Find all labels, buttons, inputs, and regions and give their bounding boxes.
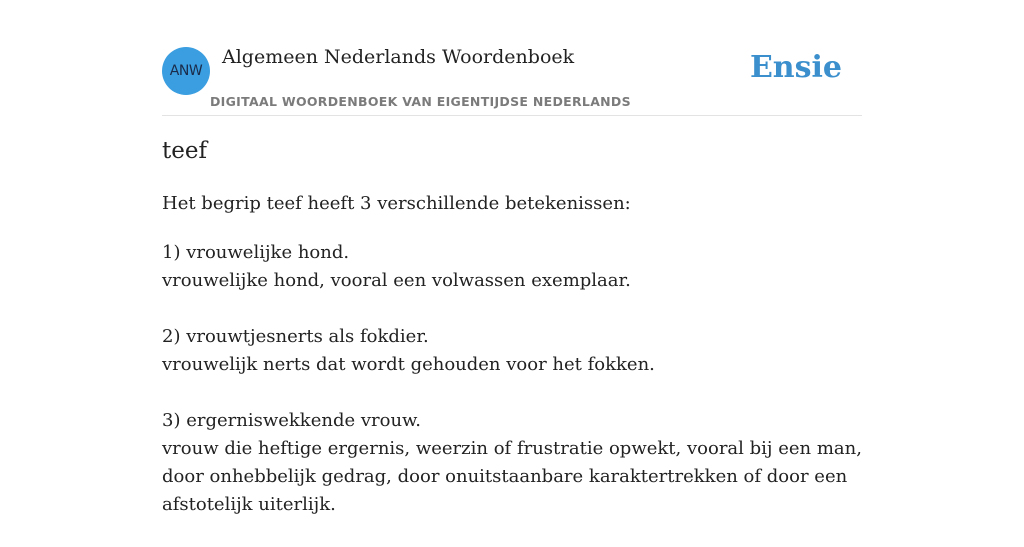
header-divider <box>162 115 862 116</box>
meanings-list <box>162 239 862 547</box>
meaning-definition: vrouwelijk nerts dat wordt gehouden voor het fokken. <box>162 354 655 375</box>
meaning-definition: vrouw die heftige ergernis, weerzin of frustratie opwekt, vooral bij een man, door onhebbelijk gedrag, door onuitstaanbare karaktertrekken of door een afstotelijk uiterlijk. <box>162 438 862 515</box>
meaning-title: 1) vrouwelijke hond. <box>162 242 350 263</box>
anw-logo[interactable] <box>162 47 210 95</box>
meaning-item <box>162 407 862 519</box>
logo-text: ANW <box>169 63 203 79</box>
meaning-item <box>162 239 862 295</box>
meaning-item <box>162 323 862 379</box>
meaning-title: 2) vrouwtjesnerts als fokdier. <box>162 326 429 347</box>
ensie-brand-link[interactable]: Ensie <box>749 50 842 85</box>
meaning-definition: vrouwelijke hond, vooral een volwassen exemplaar. <box>162 270 631 291</box>
site-title[interactable]: Algemeen Nederlands Woordenboek <box>222 46 575 68</box>
page <box>162 0 862 515</box>
site-subtitle: DIGITAAL WOORDENBOEK VAN EIGENTIJDSE NEDERLANDS <box>210 94 631 109</box>
meaning-title: 3) ergerniswekkende vrouw. <box>162 410 422 431</box>
entry-intro: Het begrip teef heeft 3 verschillende betekenissen: <box>162 193 631 214</box>
entry-word-heading: teef <box>162 138 207 164</box>
